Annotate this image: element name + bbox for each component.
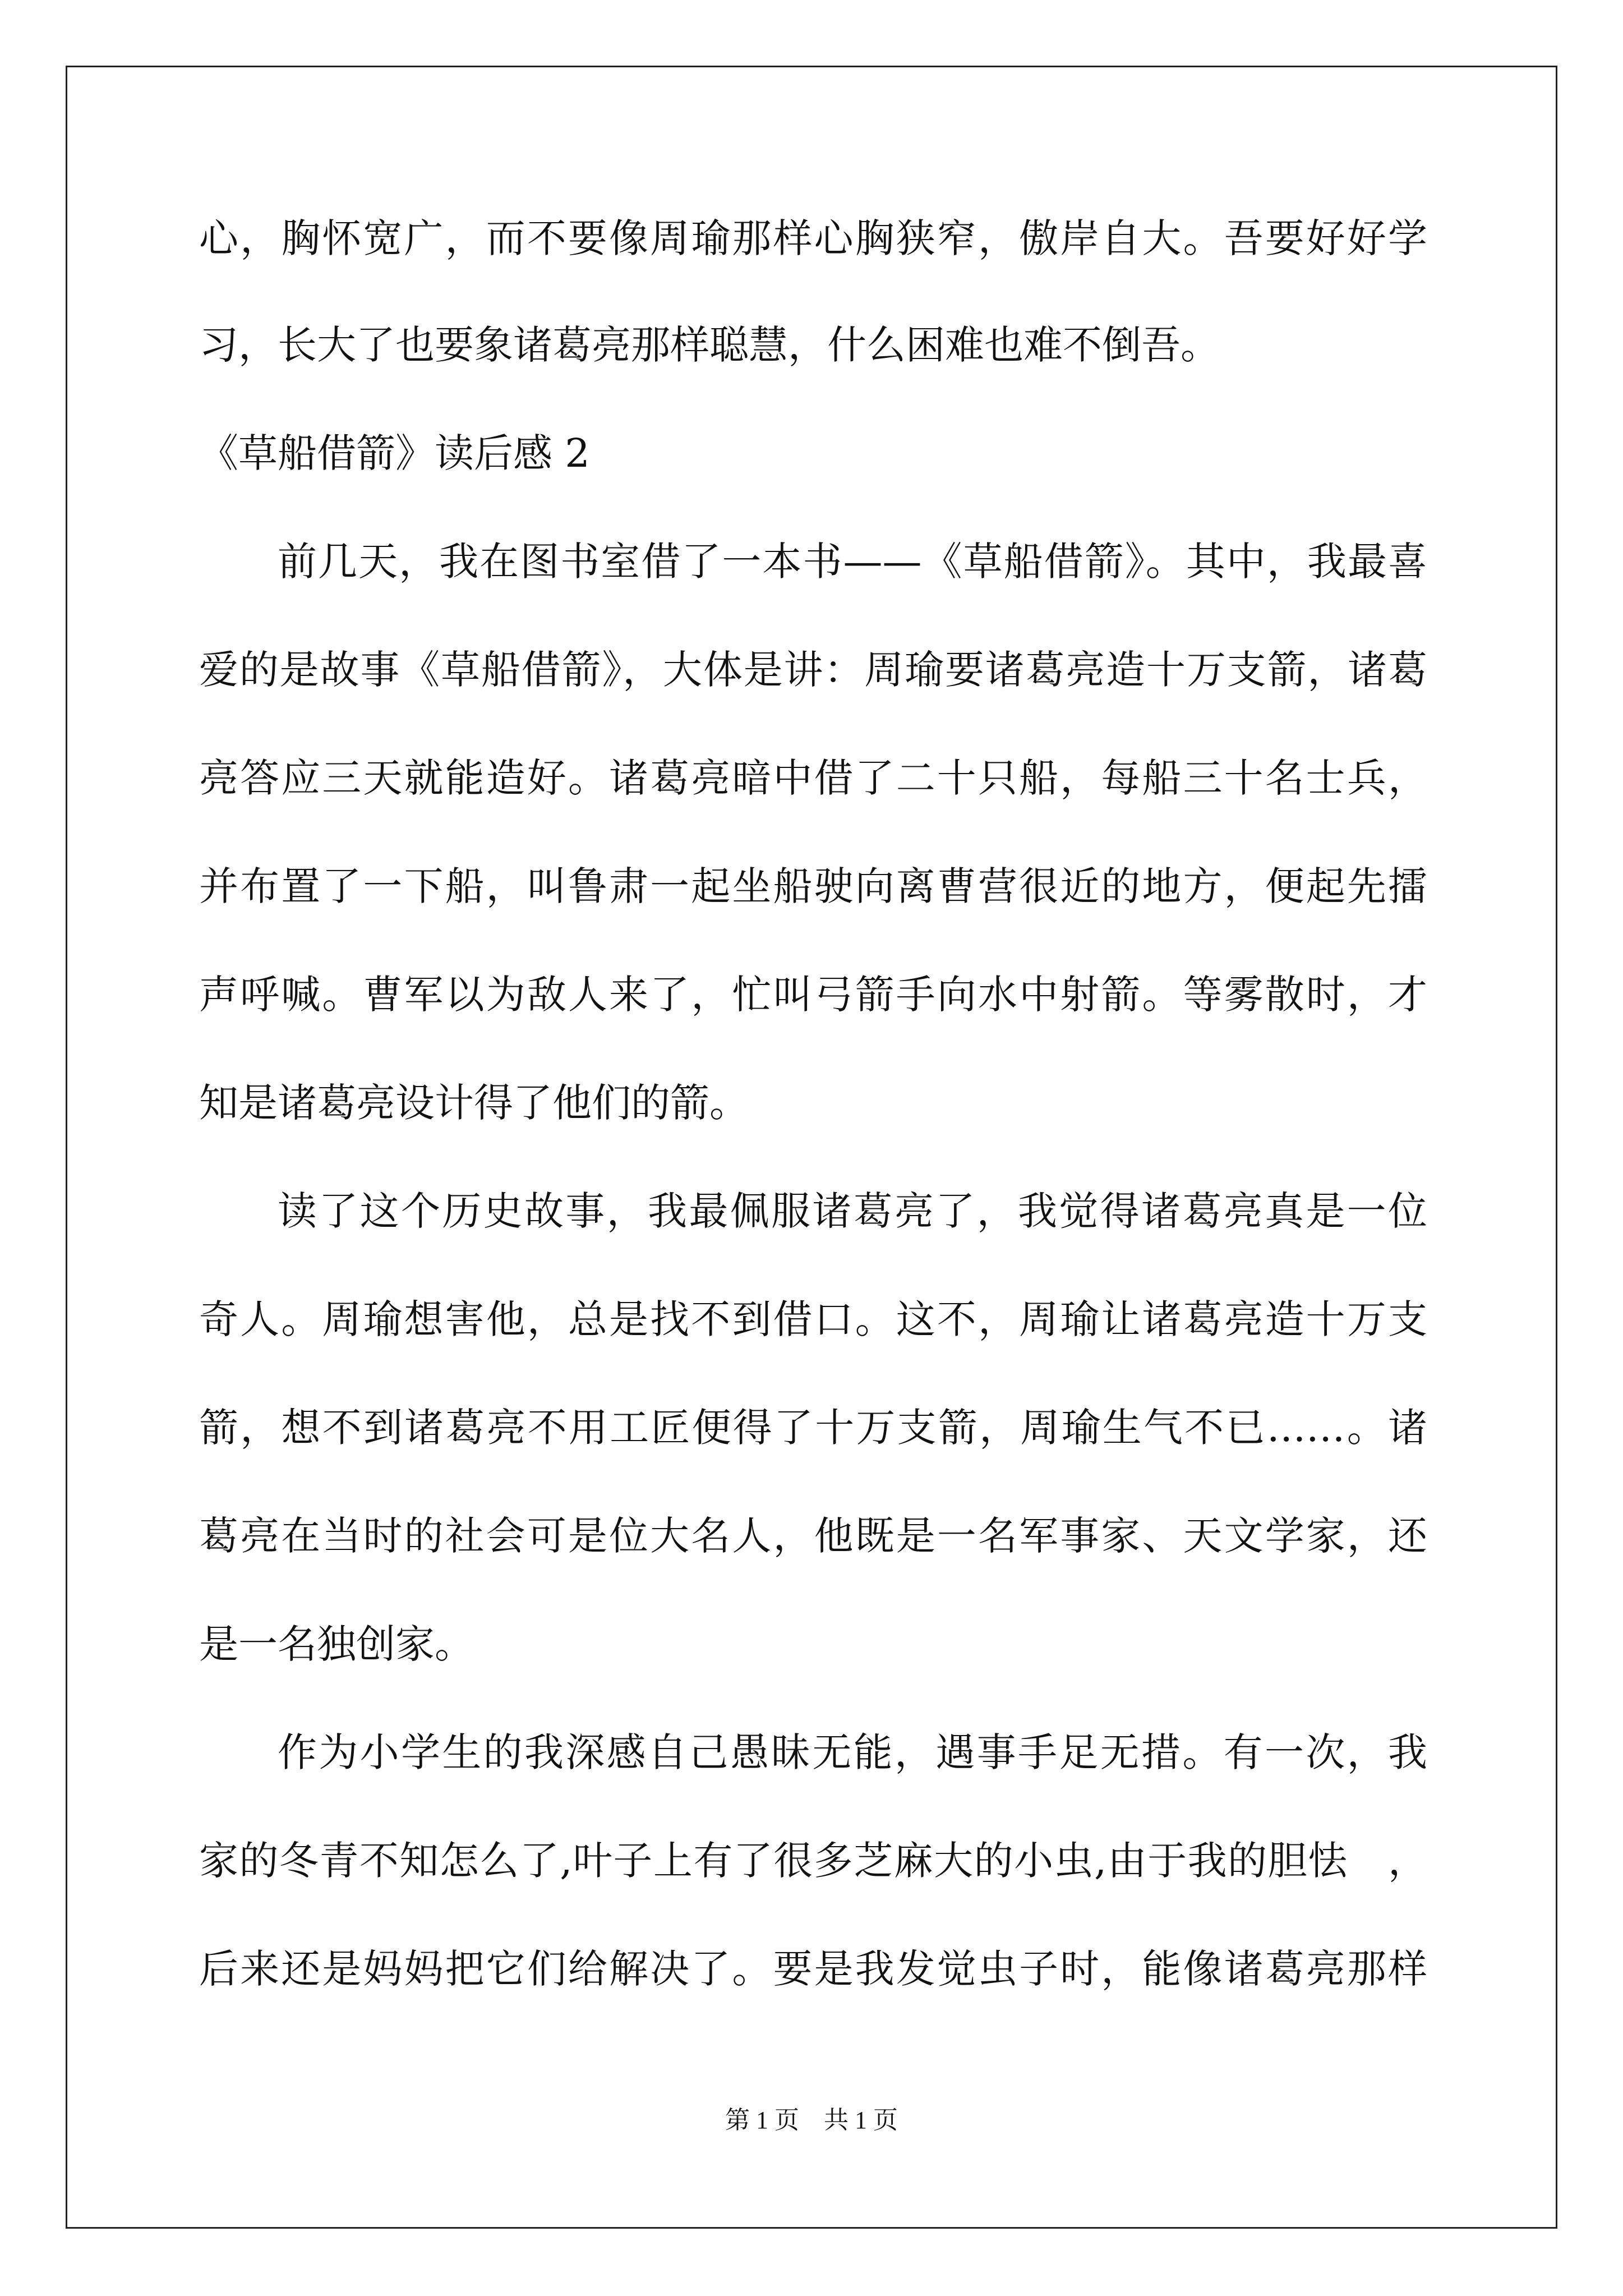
text-line: 心，胸怀宽广，而不要像周瑜那样心胸狭窄，傲岸自大。吾要好好学 [199, 215, 1427, 261]
text-line: 家的冬青不知怎么了,叶子上有了很多芝麻大的小虫,由于我的胆怯 ， [199, 1838, 1427, 1884]
text-line: 并布置了一下船，叫鲁肃一起坐船驶向离曹营很近的地方，便起先擂 [199, 863, 1427, 909]
text-line: 声呼喊。曹军以为敌人来了，忙叫弓箭手向水中射箭。等雾散时，才 [199, 972, 1427, 1018]
text-line: 知是诸葛亮设计得了他们的箭。 [199, 1080, 749, 1126]
text-line: 习，长大了也要象诸葛亮那样聪慧，什么困难也难不倒吾。 [199, 322, 1220, 368]
page-border [66, 66, 1557, 2229]
paragraph-first-line: 作为小学生的我深感自己愚昧无能，遇事手足无措。有一次，我 [278, 1729, 1427, 1775]
text-line: 箭，想不到诸葛亮不用工匠便得了十万支箭，周瑜生气不已……。诸 [199, 1405, 1427, 1451]
text-line: 奇人。周瑜想害他，总是找不到借口。这不，周瑜让诸葛亮造十万支 [199, 1296, 1427, 1342]
text-line: 葛亮在当时的社会可是位大名人，他既是一名军事家、天文学家，还 [199, 1513, 1427, 1559]
paragraph-first-line: 读了这个历史故事，我最佩服诸葛亮了，我觉得诸葛亮真是一位 [278, 1188, 1427, 1234]
text-line: 后来还是妈妈把它们给解决了。要是我发觉虫子时，能像诸葛亮那样 [199, 1946, 1427, 1992]
page-footer: 第 1 页 共 1 页 [725, 2106, 898, 2134]
text-line: 亮答应三天就能造好。诸葛亮暗中借了二十只船，每船三十名士兵， [199, 755, 1427, 801]
section-heading: 《草船借箭》读后感 2 [199, 430, 590, 476]
text-line: 是一名独创家。 [199, 1621, 474, 1667]
text-line: 爱的是故事《草船借箭》，大体是讲：周瑜要诸葛亮造十万支箭，诸葛 [199, 647, 1427, 693]
paragraph-first-line: 前几天，我在图书室借了一本书——《草船借箭》。其中，我最喜 [278, 539, 1427, 585]
